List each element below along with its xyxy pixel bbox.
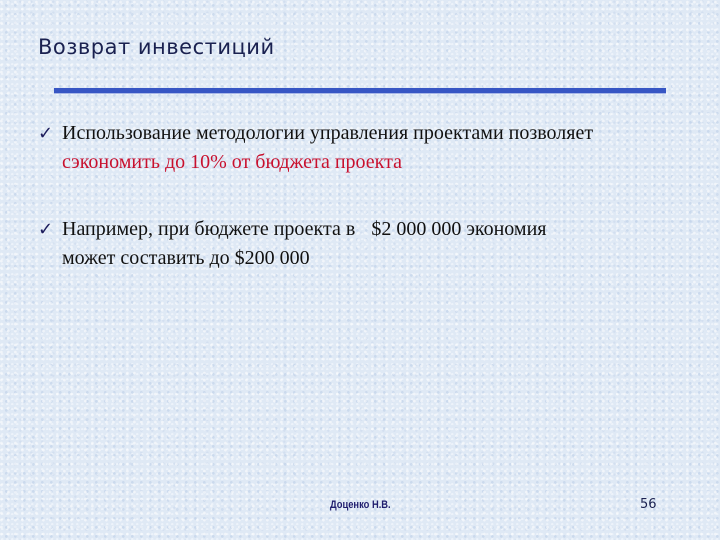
bullet-text [62, 215, 678, 273]
bullet-item-example [38, 215, 678, 273]
bullet-line-highlight: сэкономить до 10% от бюджета проекта [62, 151, 402, 173]
slide-title: Возврат инвестиций [38, 35, 275, 59]
bullet-line: может составить до $200 000 [62, 247, 310, 269]
check-icon: ✓ [38, 219, 54, 240]
page-number: 56 [640, 497, 657, 512]
bullet-line-part: $2 000 000 экономия [371, 218, 547, 240]
bullet-item-savings [38, 119, 678, 177]
bullet-line [62, 215, 678, 244]
bullet-line-part: Например, при бюджете проекта в [62, 218, 356, 240]
title-underline-rule [54, 88, 666, 93]
bullet-line: Использование методологии управления проектами позволяет [62, 122, 594, 144]
bullet-text [62, 119, 678, 177]
check-icon: ✓ [38, 123, 54, 144]
footer-author: Доценко Н.В. [330, 499, 391, 511]
